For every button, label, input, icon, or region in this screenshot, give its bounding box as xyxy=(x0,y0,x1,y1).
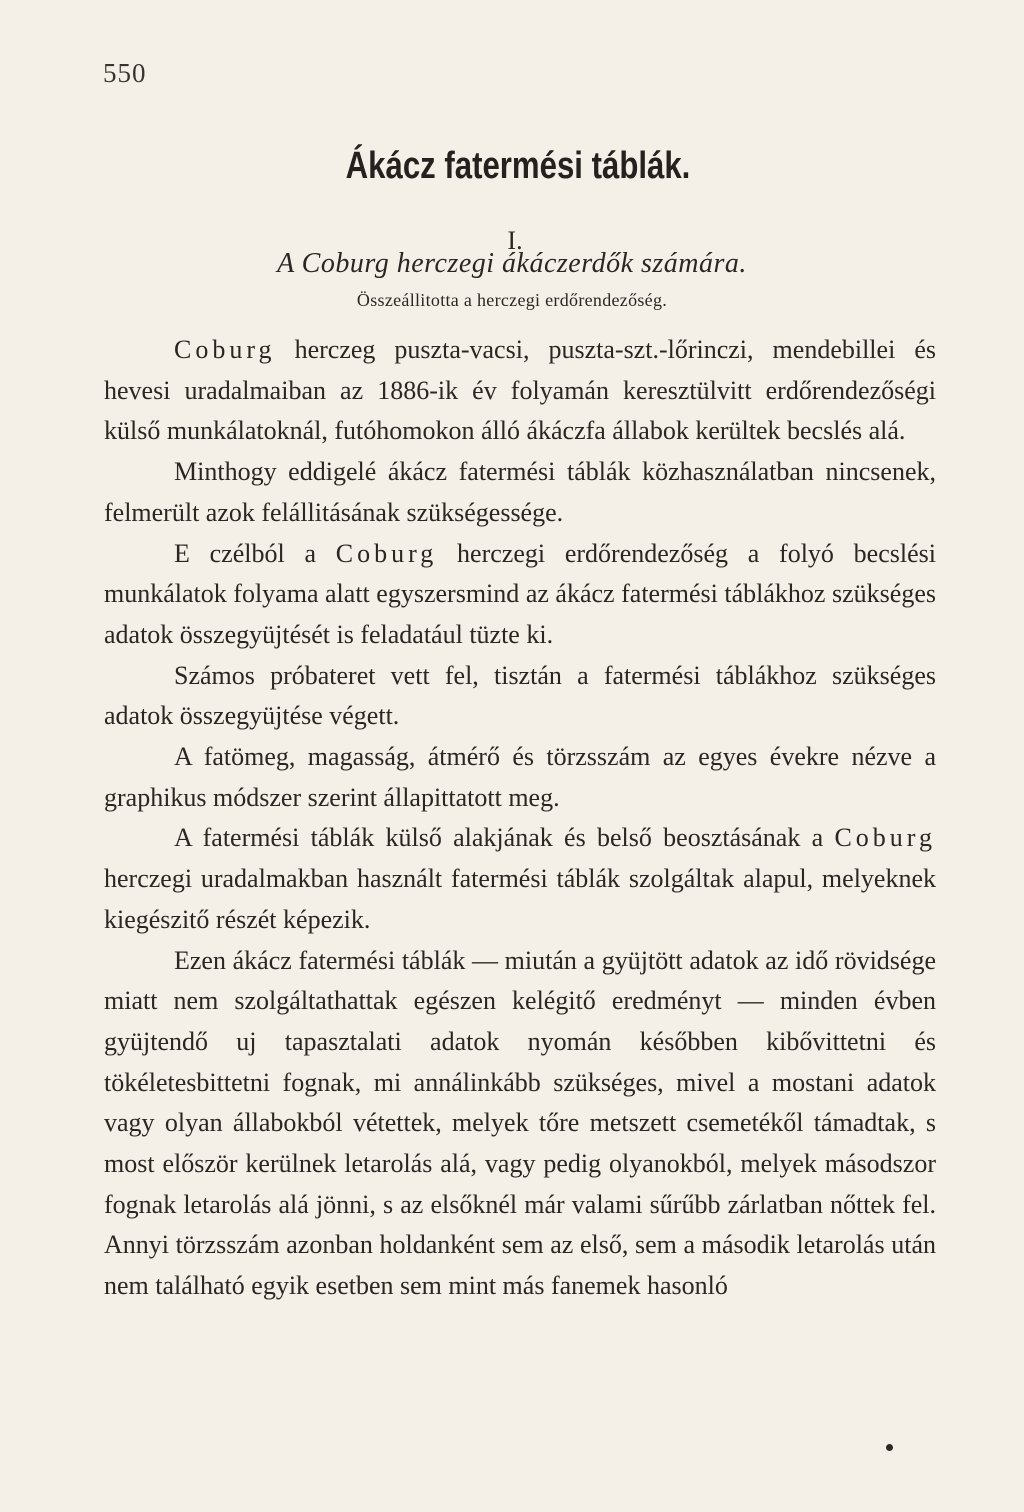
paragraph xyxy=(104,534,936,656)
paragraph xyxy=(104,737,936,818)
paragraph xyxy=(104,452,936,533)
compiled-by-line: Összeállitotta a herczegi erdőrendezőség. xyxy=(356,290,668,310)
paragraph-text: herczeg puszta-vacsi, puszta-szt.-lőrinczi, mendebillei és hevesi uradalmaiban az 1886-ik év folyamán keresztülvitt erdőrendezőségi külső munkálatoknál, futóhomokon álló ákáczfa állabok kerültek becslés alá. xyxy=(104,335,936,446)
paragraph-text: herczegi erdőrendezőség a folyó becslési munkálatok folyama alatt egyszersmind az ákácz fatermési táblákhoz szükséges adatok összegyüjtését is feladatául tüzte ki. xyxy=(104,538,936,649)
spaced-name: Coburg xyxy=(834,823,936,853)
paragraph-text: Ezen ákácz fatermési táblák — miután a gyüjtött adatok az idő rövidsége miatt nem szolgáltathattak egészen kelégitő eredményt — minden évben gyüjtendő uj tapasztalati adatok nyomán későbben kibővittetni és tökéletesbittetni fognak, mi annálinkább szükséges, mivel a mostani adatok vagy olyan állabokból vétettek, melyek tőre metszett csemetékől támadtak, s most először kerülnek letarolás alá, vagy pedig olyanokból, melyek másodszor fognak letarolás alá jönni, s az elsőknél már valami sűrűbb zárlatban nőttek fel. Annyi törzsszám azonban holdanként sem az első, sem a második letarolás után nem található egyik esetben sem mint más fanemek hasonló xyxy=(104,945,936,1301)
paragraph xyxy=(104,941,936,1307)
paragraph-text: A fatömeg, magasság, átmérő és törzsszám az egyes évekre nézve a graphikus módszer szerint állapittatott meg. xyxy=(104,742,936,812)
paragraph-text: Számos próbateret vett fel, tisztán a fatermési táblákhoz szükséges adatok összegyüjtése végett. xyxy=(104,660,936,731)
paragraph-text: herczegi uradalmakban használt fatermési táblák szolgáltak alapul, melyeknek kiegészitő részét képezik. xyxy=(104,864,936,934)
subtitle: A Coburg herczegi ákáczerdők számára. xyxy=(277,248,747,279)
spaced-name: Coburg xyxy=(335,538,438,568)
body-text xyxy=(104,330,936,1307)
spaced-name: Coburg xyxy=(174,335,276,364)
paragraph-text: E czélból a xyxy=(174,538,336,568)
paragraph-text: A fatermési táblák külső alakjának és belső beosztásának a xyxy=(174,823,835,853)
paragraph-text: Minthogy eddigelé ákácz fatermési táblák közhasználatban nincsenek, felmerült azok felállitásának szükségessége. xyxy=(104,457,936,527)
paragraph xyxy=(104,818,936,940)
section-numeral: I. xyxy=(507,226,523,255)
paragraph xyxy=(104,330,936,452)
paragraph xyxy=(104,656,936,737)
page-title: Ákácz fatermési táblák. xyxy=(345,145,691,187)
ink-dot xyxy=(886,1444,893,1451)
page-number: 550 xyxy=(103,58,147,88)
